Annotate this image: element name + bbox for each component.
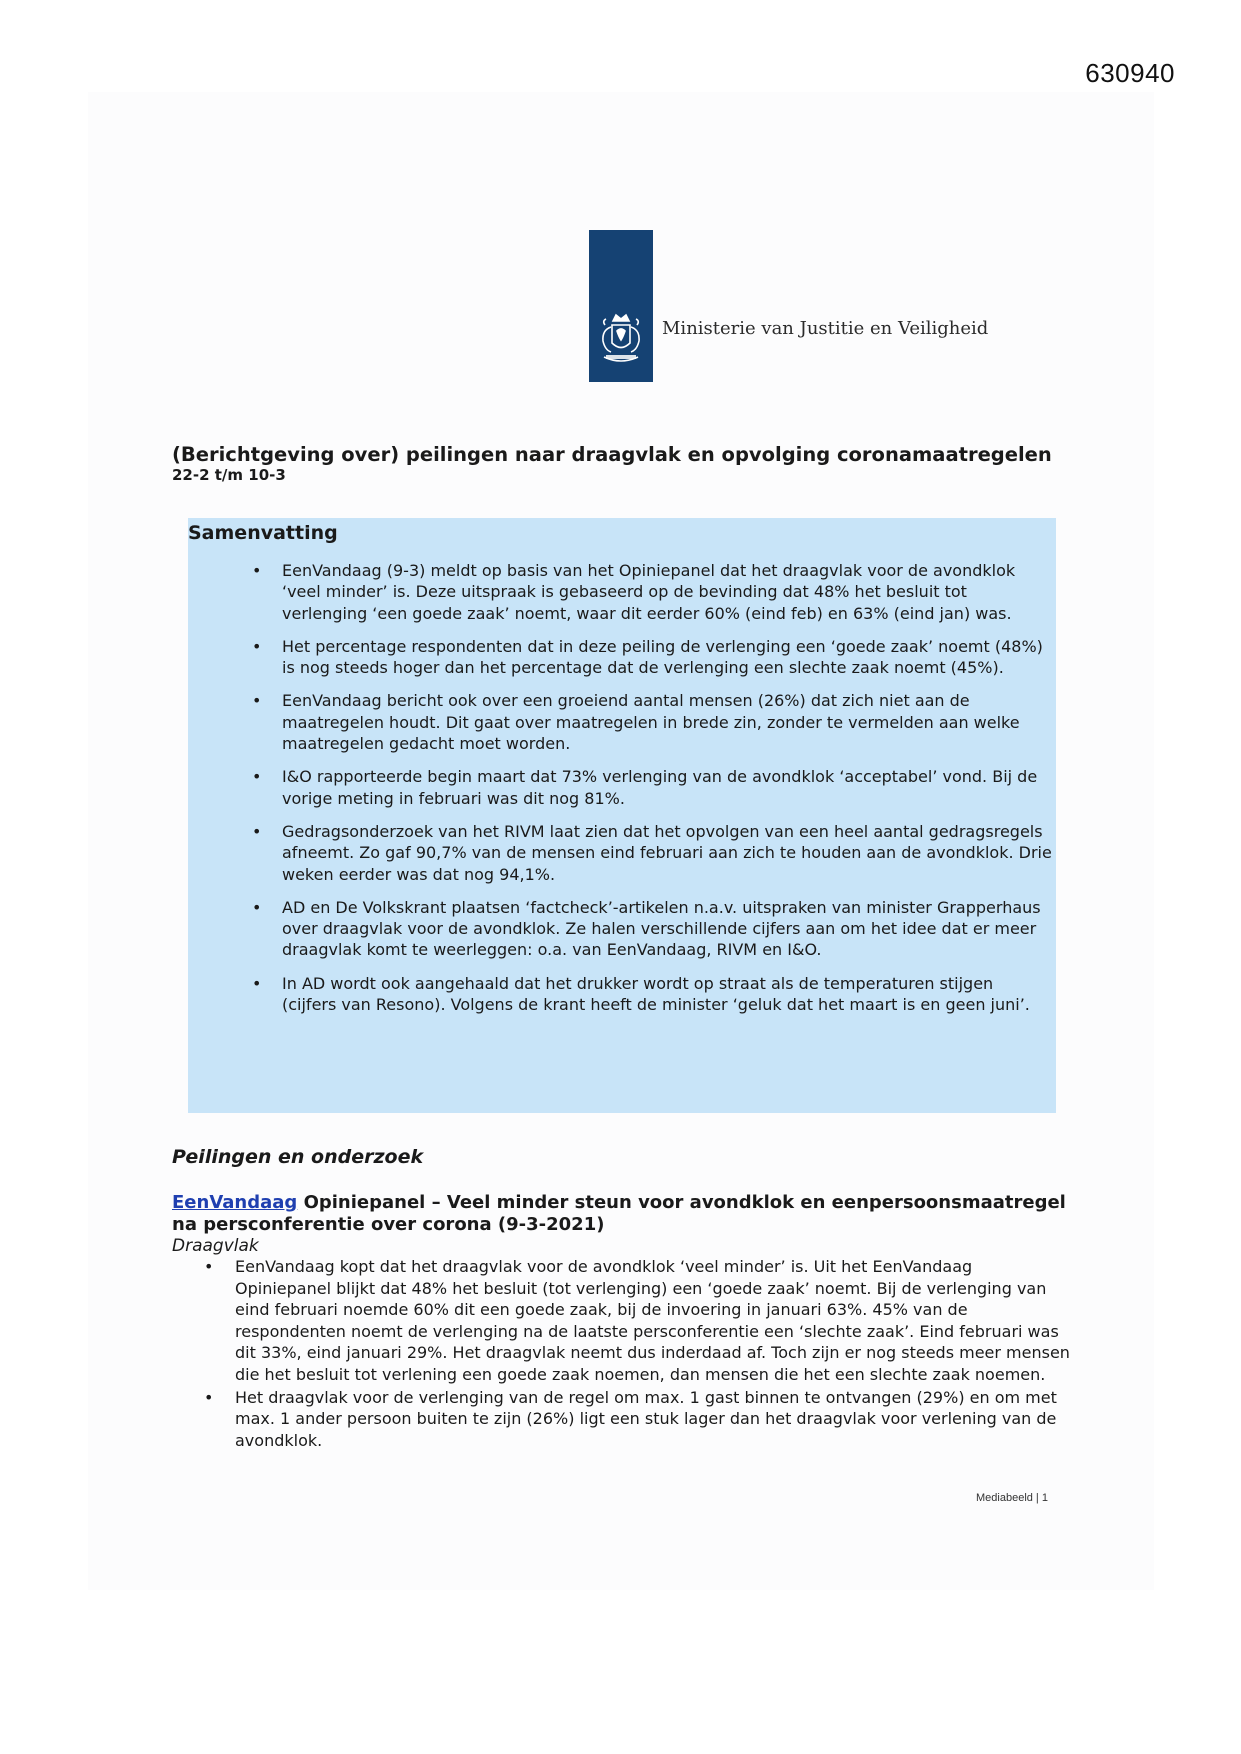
bullet-icon: • [252,821,262,841]
bullet-icon: • [252,767,262,787]
bullet-icon: • [204,1387,214,1407]
list-item [188,766,1056,809]
article-subheading: Draagvlak [172,1236,259,1256]
coat-of-arms-icon [596,312,646,366]
summary-item-text: Het percentage respondenten dat in deze peiling de verlenging een ‘goede zaak’ noemt (48%) is nog steeds hoger dan het percentage dat de verlenging een slechte zaak noemt (45%). [282,636,1043,678]
summary-heading: Samenvatting [188,522,338,544]
bullet-icon: • [252,636,262,656]
document-number: 630940 [1085,58,1175,88]
article-item-text: EenVandaag kopt dat het draagvlak voor de avondklok ‘veel minder’ is. Uit het EenVandaag Opiniepanel blijkt dat 48% het besluit (tot verlenging) een ‘goede zaak’ noemt. Bij de verlenging van eind februari noemde 60% dit een goede zaak, bij de invoering in januari 63%. 45% van de respondenten noemt de verlenging na de laatste persconferentie een ‘slechte zaak’. Eind februari was dit 33%, eind januari 29%. Het draagvlak neemt dus inderdaad af. Toch zijn er nog steeds meer mensen die het besluit tot verlening een goede zaak noemen, dan mensen die het een slechte zaak noemen. [235,1257,1070,1384]
list-item [188,821,1056,885]
summary-item-text: AD en De Volkskrant plaatsen ‘factcheck’-artikelen n.a.v. uitspraken van minister Grapperhaus over draagvlak voor de avondklok. Ze halen verschillende cijfers aan om het idee dat er meer draagvlak komt te weerleggen: o.a. van EenVandaag, RIVM en I&O. [282,897,1041,960]
list-item [188,636,1056,679]
list-item [188,690,1056,754]
summary-item-text: In AD wordt ook aangehaald dat het drukker wordt op straat als de temperaturen stijgen (cijfers van Resono). Volgens de krant heeft de minister ‘geluk dat het maart is en geen juni’. [282,973,1030,1015]
bullet-icon: • [252,691,262,711]
article-title-text: Opiniepanel – Veel minder steun voor avondklok en eenpersoonsmaatregel na persconferentie over corona (9-3-2021) [172,1192,1066,1235]
bullet-icon: • [204,1257,214,1276]
summary-box [188,518,1056,1113]
bullet-icon: • [252,973,262,993]
summary-item-text: EenVandaag (9-3) meldt op basis van het Opiniepanel dat het draagvlak voor de avondklok ‘veel minder’ is. Deze uitspraak is gebaseerd op de bevinding dat 48% het besluit tot verlenging ‘een goede zaak’ noemt, waar dit eerder 60% (eind feb) en 63% (eind jan) was. [282,561,1016,623]
summary-list [188,560,1056,1027]
article-list [172,1256,1072,1452]
summary-item-text: EenVandaag bericht ook over een groeiend aantal mensen (26%) dat zich niet aan de maatregelen houdt. Dit gaat over maatregelen in brede zin, zonder te vermelden aan welke maatregelen gedacht moet worden. [282,691,1020,754]
bullet-icon: • [252,561,262,580]
summary-item-text: I&O rapporteerde begin maart dat 73% verlenging van de avondklok ‘acceptabel’ vond. Bij de vorige meting in februari was dit nog 81%. [282,767,1038,808]
document-date-range: 22-2 t/m 10-3 [172,466,286,484]
list-item [172,1256,1072,1386]
article-title [172,1192,1072,1235]
document-title: (Berichtgeving over) peilingen naar draagvlak en opvolging coronamaatregelen [172,443,1052,466]
bullet-icon: • [252,897,262,917]
article-source-link[interactable]: EenVandaag [172,1192,298,1213]
section-heading: Peilingen en onderzoek [172,1146,424,1168]
list-item [188,973,1056,1016]
page-footer: Mediabeeld | 1 [976,1492,1048,1504]
summary-item-text: Gedragsonderzoek van het RIVM laat zien dat het opvolgen van een heel aantal gedragsregels afneemt. Zo gaf 90,7% van de mensen eind februari aan zich te houden aan de avondklok. Drie weken eerder was dat nog 94,1%. [282,821,1052,884]
list-item [172,1387,1072,1452]
list-item [188,897,1056,961]
article-item-text: Het draagvlak voor de verlenging van de regel om max. 1 gast binnen te ontvangen (29%) en om met max. 1 ander persoon buiten te zijn (26%) ligt een stuk lager dan het draagvlak voor verlening van de avondklok. [235,1387,1057,1450]
list-item [188,560,1056,624]
ministry-name: Ministerie van Justitie en Veiligheid [662,318,989,339]
